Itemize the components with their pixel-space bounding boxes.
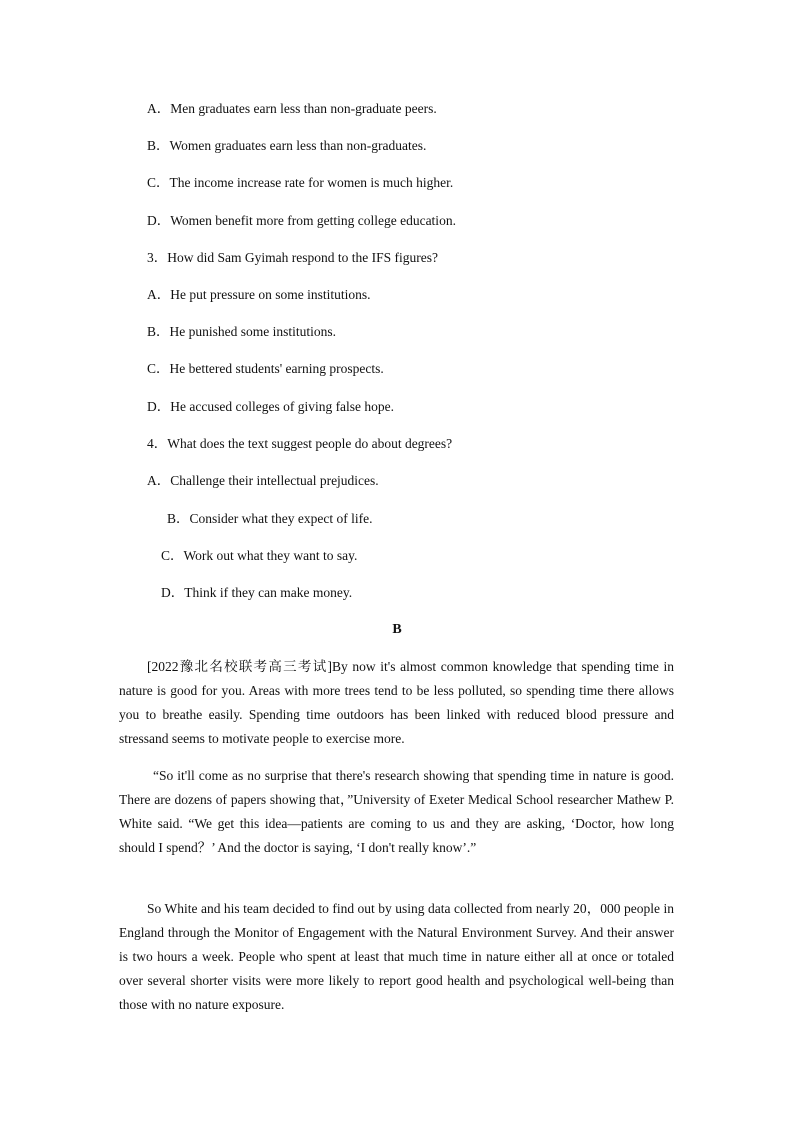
q3-option-d: D．He accused colleges of giving false hope. <box>147 399 395 414</box>
q2-option-d: D．Women benefit more from getting college education. <box>147 213 456 228</box>
q3-stem: 3．How did Sam Gyimah respond to the IFS figures? <box>147 250 438 265</box>
q2-option-c: C．The income increase rate for women is much higher. <box>147 175 454 190</box>
q3-option-b: B．He punished some institutions. <box>147 324 336 339</box>
q3-option-a: A．He put pressure on some institutions. <box>147 287 371 302</box>
q2-option-a: A．Men graduates earn less than non-graduate peers. <box>147 101 437 116</box>
q4-option-a: A．Challenge their intellectual prejudices. <box>147 473 379 488</box>
q3-option-c: C．He bettered students' earning prospects. <box>147 361 384 376</box>
q4-option-d: D．Think if they can make money. <box>161 585 353 600</box>
q4-option-c: C．Work out what they want to say. <box>161 548 358 563</box>
q4-option-b: B．Consider what they expect of life. <box>167 511 373 526</box>
q2-option-b: B．Women graduates earn less than non-graduates. <box>147 138 427 153</box>
q4-stem: 4．What does the text suggest people do about degrees? <box>147 436 453 451</box>
passage-paragraph-2: “So it'll come as no surprise that there's research showing that spending time in nature is good. There are dozens of papers showing that，”University of Exeter Medical School researcher Mathew P. White said. “We get this idea—patients are coming to us and they are asking, ‘Doctor, how long should I spend？’ And the doctor is saying, ‘I don't really know’.” <box>119 768 674 855</box>
passage-paragraph-3: So White and his team decided to find out by using data collected from nearly 20，000 people in England through the Monitor of Engagement with the Natural Environment Survey. And their answer is two hours a week. People who spent at least that much time in nature either all at once or totaled over several shorter visits were more likely to report good health and psychological well-being than those with no nature exposure. <box>119 901 674 1012</box>
passage-paragraph-1: [2022豫北名校联考高三考试]By now it's almost common knowledge that spending time in nature is good for you. Areas with more trees tend to be less polluted, so spending time there allows you to breathe easily. Spending time outdoors has been linked with reduced blood pressure and stressand seems to motivate people to exercise more. <box>119 659 674 746</box>
section-b-title: B <box>392 622 402 637</box>
